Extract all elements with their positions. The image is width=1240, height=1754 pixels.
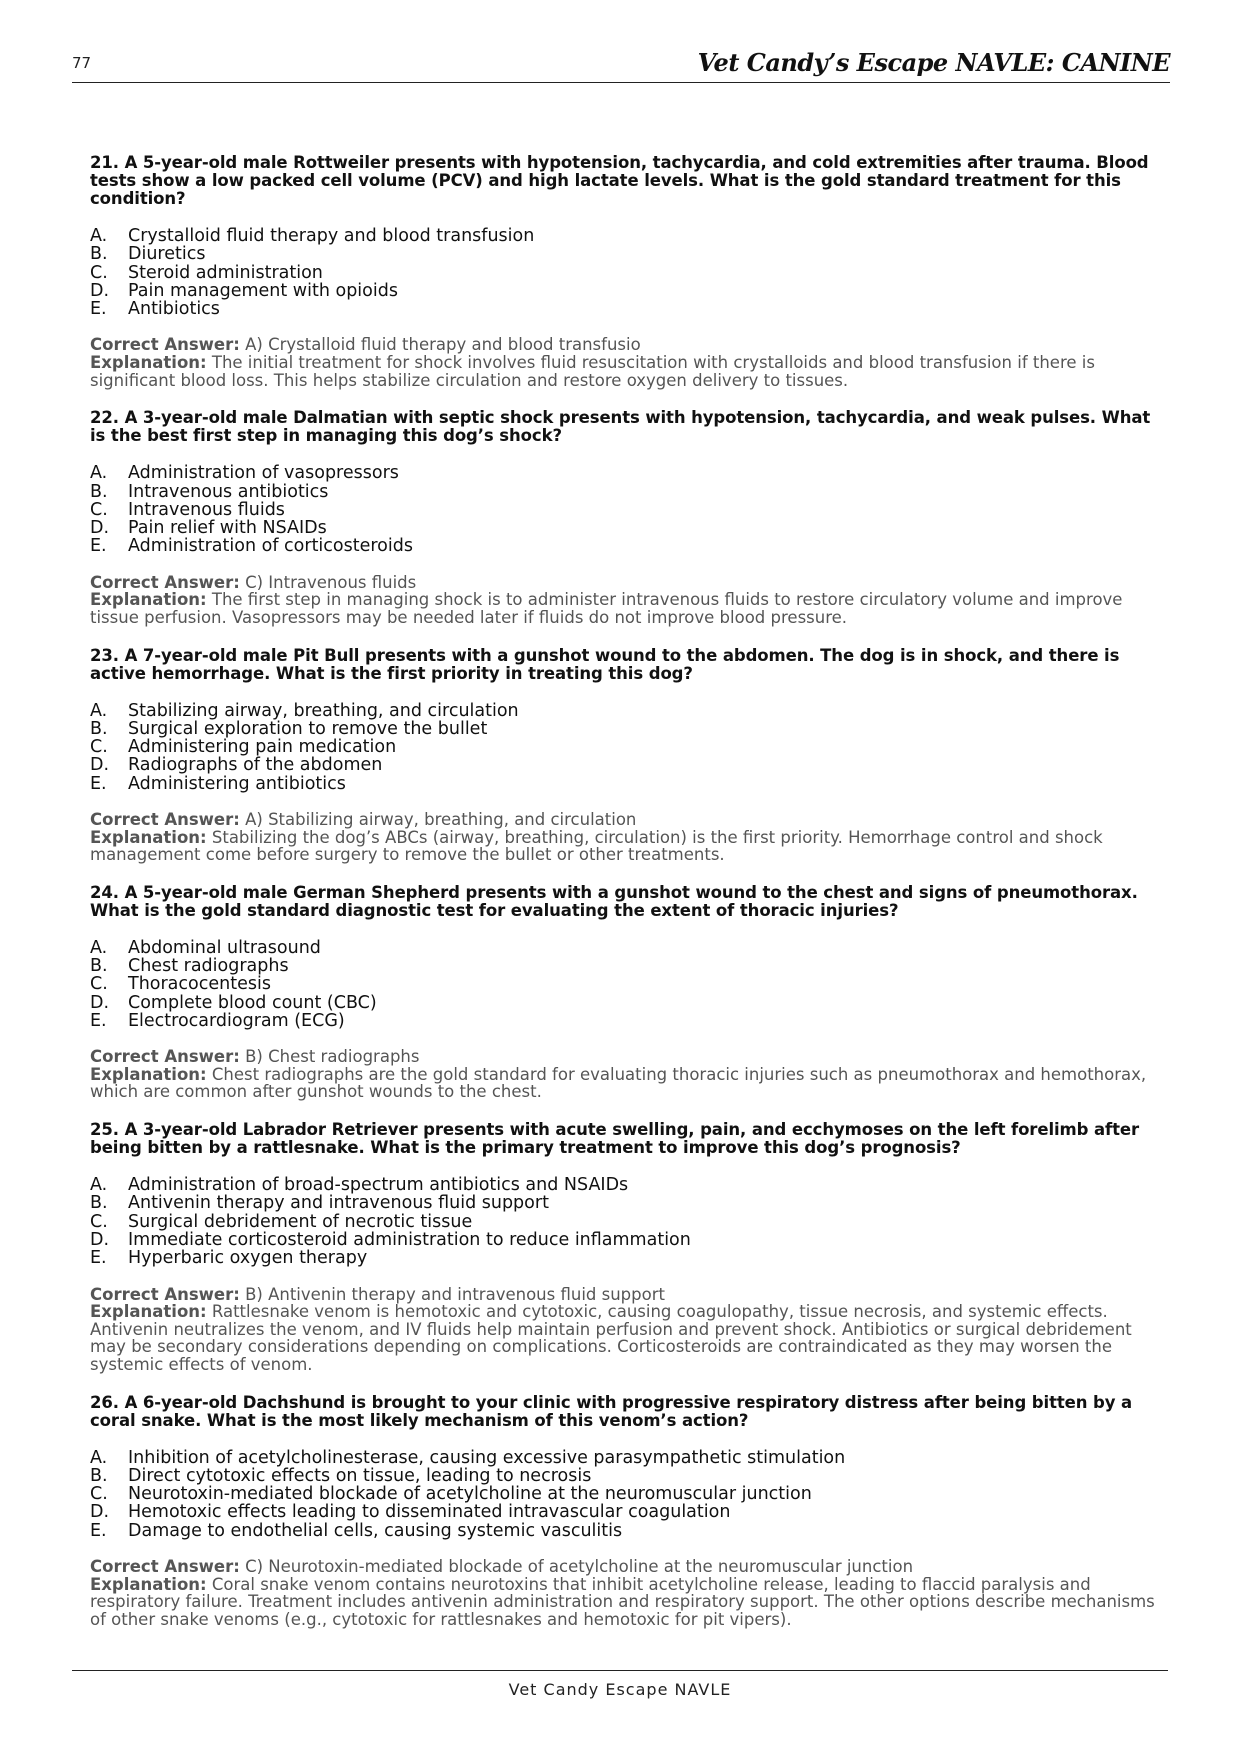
correct-answer xyxy=(90,574,1170,592)
option-letter: D. xyxy=(90,1502,110,1523)
header-divider xyxy=(72,82,1170,83)
option-text: Radiographs of the abdomen xyxy=(128,755,383,776)
answer-block xyxy=(90,1048,1170,1101)
explanation-text: Stabilizing the dog’s ABCs (airway, breathing, circulation) is the first priority. Hemorrhage control and shock management come before surgery to remove the bullet or other treatments. xyxy=(90,827,1103,865)
option-text: Electrocardiogram (ECG) xyxy=(128,1010,345,1031)
option-letter: B. xyxy=(90,718,108,739)
explanation xyxy=(90,591,1170,626)
correct-answer-label: Correct Answer: xyxy=(90,1284,240,1304)
option-letter: A. xyxy=(90,1447,108,1468)
option-text: Antivenin therapy and intravenous fluid support xyxy=(128,1193,549,1214)
question-stem: 23. A 7-year-old male Pit Bull presents with a gunshot wound to the abdomen. The dog is in shock, and there is active hemorrhage. What is the first priority in treating this dog? xyxy=(90,645,1120,683)
option-text: Surgical debridement of necrotic tissue xyxy=(128,1211,473,1232)
question xyxy=(90,154,1170,389)
page-number: 77 xyxy=(72,54,92,72)
option-list xyxy=(90,464,1170,555)
answer-option xyxy=(90,300,1170,318)
correct-answer xyxy=(90,811,1170,829)
option-text: Hemotoxic effects leading to disseminated intravascular coagulation xyxy=(128,1502,731,1523)
option-letter: A. xyxy=(90,226,108,246)
question-stem: 25. A 3-year-old Labrador Retriever presents with acute swelling, pain, and ecchymoses on the left forelimb after being bitten by a rattlesnake. What is the primary treatment to improve this dog’s prognosis? xyxy=(90,1120,1140,1158)
correct-answer-text: A) Stabilizing airway, breathing, and circulation xyxy=(245,810,637,830)
answer-block xyxy=(90,1286,1170,1374)
option-text: Crystalloid fluid therapy and blood transfusion xyxy=(128,226,535,246)
option-text: Steroid administration xyxy=(128,262,323,283)
option-letter: E. xyxy=(90,299,107,320)
footer-divider xyxy=(72,1670,1168,1671)
answer-option xyxy=(90,1231,1170,1249)
option-letter: B. xyxy=(90,481,108,502)
explanation-text: The initial treatment for shock involves fluid resuscitation with crystalloids and blood transfusion if there is significant blood loss. This helps stabilize circulation and restore oxygen delivery to tissues. xyxy=(90,353,1095,390)
explanation-text: The first step in managing shock is to administer intravenous fluids to restore circulatory volume and improve tissue perfusion. Vasopressors may be needed later if fluids do not improve blood pressure. xyxy=(90,590,1123,627)
question xyxy=(90,647,1170,864)
option-text: Administration of broad-spectrum antibiotics and NSAIDs xyxy=(128,1175,629,1196)
explanation xyxy=(90,354,1170,389)
option-text: Stabilizing airway, breathing, and circulation xyxy=(128,700,519,721)
answer-option xyxy=(90,1213,1170,1231)
explanation xyxy=(90,1303,1170,1373)
correct-answer-text: C) Intravenous fluids xyxy=(245,572,417,592)
explanation-label: Explanation: xyxy=(90,1302,207,1322)
option-letter: E. xyxy=(90,773,107,794)
question xyxy=(90,1121,1170,1373)
option-text: Inhibition of acetylcholinesterase, causing excessive parasympathetic stimulation xyxy=(128,1447,846,1468)
answer-option xyxy=(90,1249,1170,1267)
option-letter: B. xyxy=(90,244,108,265)
answer-option xyxy=(90,975,1170,993)
answer-option xyxy=(90,939,1170,957)
running-title: Vet Candy’s Escape NAVLE: CANINE xyxy=(697,48,1170,77)
explanation-label: Explanation: xyxy=(90,353,207,373)
option-letter: B. xyxy=(90,956,108,977)
footer-text: Vet Candy Escape NAVLE xyxy=(508,1680,732,1699)
option-text: Hyperbaric oxygen therapy xyxy=(128,1248,368,1269)
answer-option xyxy=(90,957,1170,975)
explanation xyxy=(90,1576,1170,1629)
option-letter: D. xyxy=(90,992,110,1013)
option-text: Administering pain medication xyxy=(128,737,397,758)
answer-option xyxy=(90,994,1170,1012)
answer-option xyxy=(90,519,1170,537)
correct-answer-text: B) Chest radiographs xyxy=(245,1047,420,1067)
option-text: Pain relief with NSAIDs xyxy=(128,518,327,539)
option-letter: C. xyxy=(90,974,108,995)
answer-option xyxy=(90,501,1170,519)
question-stem: 21. A 5-year-old male Rottweiler presents with hypotension, tachycardia, and cold extremities after trauma. Blood tests show a low packed cell volume (PCV) and high lactate levels. What is the gold standard treatment for this condition? xyxy=(90,153,1149,208)
option-text: Neurotoxin-mediated blockade of acetylcholine at the neuromuscular junction xyxy=(128,1484,812,1505)
answer-block xyxy=(90,811,1170,864)
answer-option xyxy=(90,1012,1170,1030)
answer-option xyxy=(90,264,1170,282)
option-text: Surgical exploration to remove the bullet xyxy=(128,718,488,739)
correct-answer-text: A) Crystalloid fluid therapy and blood transfusio xyxy=(245,335,641,355)
answer-option xyxy=(90,756,1170,774)
answer-option xyxy=(90,1485,1170,1503)
option-letter: D. xyxy=(90,755,110,776)
option-letter: E. xyxy=(90,1010,107,1031)
explanation-label: Explanation: xyxy=(90,590,207,610)
explanation xyxy=(90,829,1170,864)
answer-block xyxy=(90,1558,1170,1628)
option-letter: A. xyxy=(90,463,108,484)
option-letter: C. xyxy=(90,499,108,520)
correct-answer xyxy=(90,1048,1170,1066)
answer-option xyxy=(90,483,1170,501)
option-letter: C. xyxy=(90,1211,108,1232)
question-stem: 26. A 6-year-old Dachshund is brought to your clinic with progressive respiratory distress after being bitten by a coral snake. What is the most likely mechanism of this venom’s action? xyxy=(90,1392,1133,1430)
option-text: Complete blood count (CBC) xyxy=(128,992,377,1013)
answer-option xyxy=(90,738,1170,756)
correct-answer-label: Correct Answer: xyxy=(90,1047,240,1067)
option-text: Administration of vasopressors xyxy=(128,463,399,484)
correct-answer-label: Correct Answer: xyxy=(90,335,240,355)
explanation-text: Chest radiographs are the gold standard for evaluating thoracic injuries such as pneumothorax and hemothorax, which are common after gunshot wounds to the chest. xyxy=(90,1064,1147,1102)
answer-option xyxy=(90,702,1170,720)
option-letter: C. xyxy=(90,737,108,758)
option-text: Damage to endothelial cells, causing systemic vasculitis xyxy=(128,1520,623,1541)
option-list xyxy=(90,1176,1170,1267)
option-letter: A. xyxy=(90,937,108,958)
option-text: Direct cytotoxic effects on tissue, leading to necrosis xyxy=(128,1465,592,1486)
question xyxy=(90,884,1170,1101)
option-text: Administering antibiotics xyxy=(128,773,346,794)
answer-option xyxy=(90,1467,1170,1485)
option-text: Pain management with opioids xyxy=(128,280,398,301)
option-text: Chest radiographs xyxy=(128,956,289,977)
option-list xyxy=(90,1449,1170,1540)
option-letter: A. xyxy=(90,1175,108,1196)
question-stem: 22. A 3-year-old male Dalmatian with septic shock presents with hypotension, tachycardia, and weak pulses. What is the best first step in managing this dog’s shock? xyxy=(90,408,1151,446)
answer-option xyxy=(90,775,1170,793)
question xyxy=(90,1394,1170,1629)
question-list xyxy=(90,154,1170,1648)
answer-option xyxy=(90,1176,1170,1194)
answer-option xyxy=(90,227,1170,245)
correct-answer-label: Correct Answer: xyxy=(90,572,240,592)
answer-block xyxy=(90,574,1170,627)
option-letter: D. xyxy=(90,1229,110,1250)
question-stem: 24. A 5-year-old male German Shepherd presents with a gunshot wound to the chest and signs of pneumothorax. What is the gold standard diagnostic test for evaluating the extent of thoracic injuries? xyxy=(90,882,1138,920)
option-list xyxy=(90,227,1170,318)
answer-option xyxy=(90,720,1170,738)
correct-answer-text: B) Antivenin therapy and intravenous fluid support xyxy=(245,1284,665,1304)
option-text: Intravenous fluids xyxy=(128,499,285,520)
option-text: Abdominal ultrasound xyxy=(128,937,321,958)
answer-option xyxy=(90,1522,1170,1540)
option-text: Administration of corticosteroids xyxy=(128,536,413,557)
answer-block xyxy=(90,336,1170,389)
option-letter: A. xyxy=(90,700,108,721)
question xyxy=(90,409,1170,626)
option-list xyxy=(90,939,1170,1030)
answer-option xyxy=(90,245,1170,263)
explanation-label: Explanation: xyxy=(90,1574,207,1594)
option-letter: D. xyxy=(90,280,110,301)
answer-option xyxy=(90,1449,1170,1467)
option-letter: B. xyxy=(90,1465,108,1486)
answer-option xyxy=(90,464,1170,482)
option-text: Antibiotics xyxy=(128,299,220,320)
correct-answer xyxy=(90,336,1170,354)
explanation-label: Explanation: xyxy=(90,827,207,847)
correct-answer-label: Correct Answer: xyxy=(90,810,240,830)
option-letter: D. xyxy=(90,518,110,539)
correct-answer-label: Correct Answer: xyxy=(90,1557,240,1576)
explanation-text: Rattlesnake venom is hemotoxic and cytotoxic, causing coagulopathy, tissue necrosis, and systemic effects. Antivenin neutralizes the venom, and IV fluids help maintain perfusion and prevent shock. Antibiotics or surgical debridement may be secondary considerations depending on complications. Corticosteroids are contraindicated as they may worsen the systemic effects of venom. xyxy=(90,1302,1132,1374)
answer-option xyxy=(90,537,1170,555)
option-letter: C. xyxy=(90,1484,108,1505)
answer-option xyxy=(90,1503,1170,1521)
explanation-label: Explanation: xyxy=(90,1064,207,1084)
option-letter: B. xyxy=(90,1193,108,1214)
option-letter: E. xyxy=(90,536,107,557)
option-text: Intravenous antibiotics xyxy=(128,481,329,502)
answer-option xyxy=(90,1194,1170,1212)
option-list xyxy=(90,702,1170,793)
option-text: Diuretics xyxy=(128,244,206,265)
correct-answer-text: C) Neurotoxin-mediated blockade of acetylcholine at the neuromuscular junction xyxy=(245,1557,914,1576)
option-letter: E. xyxy=(90,1248,107,1269)
explanation xyxy=(90,1066,1170,1101)
answer-option xyxy=(90,282,1170,300)
explanation-text: Coral snake venom contains neurotoxins that inhibit acetylcholine release, leading to flaccid paralysis and respiratory failure. Treatment includes antivenin administration and respiratory support. The other options describe mechanisms of other snake venoms (e.g., cytotoxic for rattlesnakes and hemotoxic for pit vipers). xyxy=(90,1574,1155,1629)
correct-answer xyxy=(90,1286,1170,1304)
option-text: Immediate corticosteroid administration to reduce inflammation xyxy=(128,1229,691,1250)
correct-answer xyxy=(90,1558,1170,1576)
option-letter: C. xyxy=(90,262,108,283)
option-letter: E. xyxy=(90,1520,107,1541)
option-text: Thoracocentesis xyxy=(128,974,271,995)
